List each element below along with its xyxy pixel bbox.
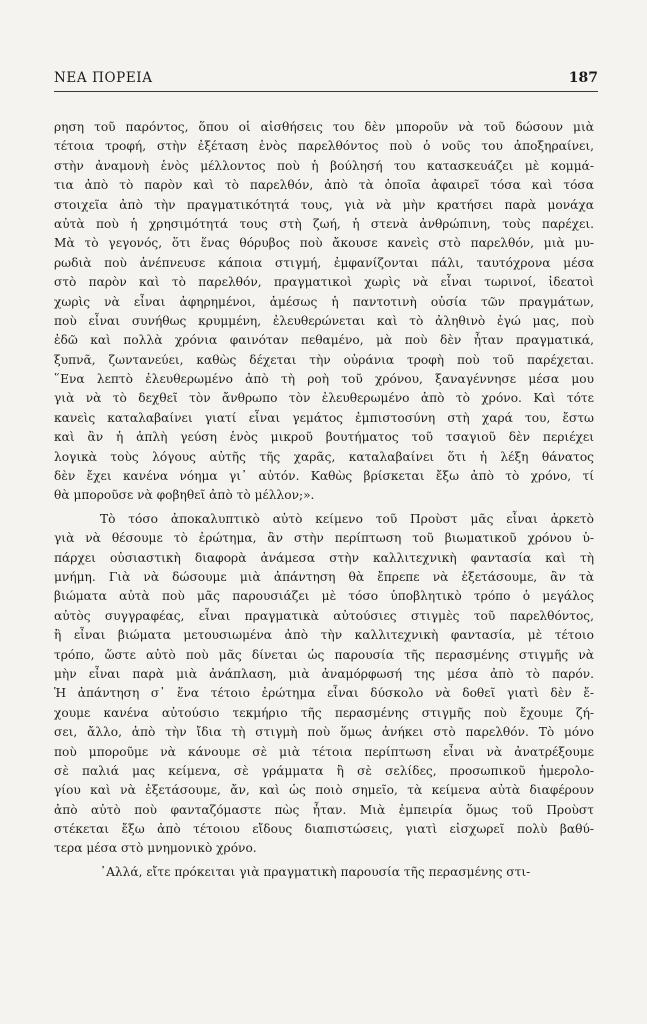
text-line: τέτοια τροφή, στὴν ἐξέταση ἑνὸς παρελθόντος ποὺ ὁ νοῦς του ἀποξηραίνει, [54, 139, 594, 154]
text-line: Μὰ τὸ γεγονός, ὅτι ἕνας θόρυβος ποὺ ἄκουσε κανεὶς στὸ παρελθόν, μιὰ μυ- [54, 236, 594, 251]
page-header [54, 70, 598, 90]
body-text [54, 118, 594, 882]
running-title: ΝΕΑ ΠΟΡΕΙΑ [54, 70, 153, 86]
text-line: γιὰ νὰ τὸ δεχθεῖ τὸν ἄνθρωπο τὸν ἐλευθερωμένο ἀπὸ τὸ χρόνο. Καὶ τότε [54, 391, 594, 406]
text-line: ρηση τοῦ παρόντος, ὅπου οἱ αἰσθήσεις του δὲν μποροῦν νὰ τοῦ δώσουν μιὰ [54, 120, 594, 134]
text-line: μὴν εἶναι παρὰ μιὰ ἀνάπλαση, μιὰ ἀναμόρφωσή της μέσα ἀπὸ τὸ παρόν. [54, 666, 594, 681]
text-line: στοιχεῖα ἀπὸ τὴν πραγματικότητά τους, γιὰ νὰ μὴν κρατήσει παρὰ μονάχα [54, 197, 594, 212]
text-line: βιώματα αὐτὰ ποὺ μᾶς παρουσιάζει μὲ τόσο ὑποβλητικὸ τρόπο ὁ μεγάλος [54, 589, 594, 604]
text-line: καὶ ἂν ἡ ἁπλὴ γεύση ἑνὸς μικροῦ βουτήματος τοῦ τσαγιοῦ δὲν περιέχει [54, 430, 594, 445]
text-line: ἀπὸ αὐτὸ ποὺ φανταζόμαστε πὼς ἦταν. Μιὰ ἐμπειρία ὅμως τοῦ Προὺστ [54, 802, 594, 817]
text-line: μνήμη. Γιὰ νὰ δώσουμε μιὰ ἀπάντηση θὰ ἔπρεπε νὰ ἐξετάσουμε, ἂν τὰ [54, 569, 594, 584]
text-line: Ἡ ἀπάντηση σ᾽ ἕνα τέτοιο ἐρώτημα εἶναι δύσκολο νὰ δοθεῖ γιατὶ δὲν ἔ- [54, 686, 594, 701]
text-line: ρωδιὰ ποὺ ἀνέπνευσε κάποια στιγμή, ἐμφανίζονται πάλι, ταυτόχρονα μέσα [54, 255, 594, 270]
text-line: ἐδῶ καὶ πολλὰ χρόνια φαινόταν πεθαμένο, μὰ ποὺ δὲν ἦταν πραγματικά, [54, 333, 594, 348]
text-line: τια ἀπὸ τὸ παρὸν καὶ τὸ παρελθόν, ἀπὸ τὰ ὁποῖα ἀφαιρεῖ τόσα καὶ τόσα [54, 178, 594, 193]
paragraph [54, 118, 594, 506]
text-line: γίου καὶ νὰ ἐξετάσουμε, ἄν, καὶ ὡς ποιὸ σημεῖο, τὰ κείμενα αὐτὰ διαφέρουν [54, 783, 594, 798]
text-line: χωρὶς νὰ εἶναι ἀφηρημένοι, ἀμέσως ἡ παντοτινὴ οὐσία τῶν πραγμάτων, [54, 294, 594, 309]
text-line: λογικὰ τοὺς λόγους αὐτῆς τῆς χαρᾶς, καταλαβαίνει ὅτι ἡ λέξη θάνατος [54, 449, 594, 464]
text-line: αὐτὸς συγγραφέας, εἶναι πραγματικὰ αὐτούσιες στιγμὲς τοῦ παρελθόντος, [54, 608, 594, 623]
text-line: σὲ παλιά μας κείμενα, σὲ γράμματα ἢ σὲ σελίδες, προσωπικοῦ ἡμερολο- [54, 763, 594, 778]
text-line: γιὰ νὰ θέσουμε τὸ ἐρώτημα, ἂν στὴν περίπτωση τοῦ βιωματικοῦ χρόνου ὑ- [54, 531, 594, 546]
text-line: στέκεται ἔξω ἀπὸ τέτοιου εἴδους διαπιστώσεις, γιατὶ εἰσχωρεῖ πολὺ βαθύ- [54, 822, 594, 837]
text-line: σει, ἄλλο, ἀπὸ τὴν ἴδια τὴ στιγμὴ ποὺ ὅμως ἀνήκει στὸ παρελθόν. Τὸ μόνο [54, 725, 594, 740]
text-line: αὐτὰ ποὺ ἡ χρησιμότητά τους στὴ ζωή, ἡ στενὰ ἀνθρώπινη, τοὺς παρέχει. [54, 216, 594, 231]
text-line: ῞Ενα λεπτὸ ἐλευθερωμένο ἀπὸ τὴ ροὴ τοῦ χρόνου, ξαναγέννησε μέσα μου [54, 372, 594, 387]
text-line: στὴν ἀναμονὴ ἑνὸς μέλλοντος ποὺ ἡ βούλησή του κατασκευάζει μὲ κομμά- [54, 158, 594, 173]
text-line: στὸ παρὸν καὶ τὸ παρελθόν, πραγματικοὶ χωρὶς νὰ εἶναι τωρινοί, ἰδεατοὶ [54, 275, 594, 290]
text-line: ποὺ εἶναι συνήθως κρυμμένη, ἐλευθερώνεται καὶ τὸ ἀληθινὸ ἐγώ μας, ποὺ [54, 313, 594, 328]
paragraph [54, 510, 594, 859]
text-line: τρόπο, ὥστε αὐτὸ ποὺ μᾶς δίνεται ὡς παρουσία τῆς περασμένης στιγμῆς νὰ [54, 647, 594, 662]
text-line: ξυπνᾶ, ζωντανεύει, καθὼς δέχεται τὴν οὐράνια τροφὴ ποὺ τοῦ παρέχεται. [54, 352, 594, 367]
text-line: χουμε κανένα αὐτούσιο τεκμήριο τῆς περασμένης στιγμῆς ποὺ ἔχουμε ζή- [54, 705, 594, 720]
text-line: κανεὶς καταλαβαίνει γιατί εἶναι γεμάτος ἐμπιστοσύνη στὴ χαρά του, ἔστω [54, 410, 594, 425]
text-line: θὰ μποροῦσε νὰ φοβηθεῖ ἀπὸ τὸ μέλλον;». [54, 488, 315, 503]
text-line: Τὸ τόσο ἀποκαλυπτικὸ αὐτὸ κείμενο τοῦ Προὺστ μᾶς εἶναι ἀρκετὸ [100, 511, 594, 526]
text-line: πάρχει οὐσιαστικὴ διαφορὰ ἀνάμεσα στὴν καλλιτεχνικὴ φαντασία καὶ τὴ [54, 550, 594, 565]
paragraph [54, 863, 594, 882]
text-line: ποὺ μποροῦμε νὰ κάνουμε σὲ μιὰ τέτοια περίπτωση εἶναι νὰ ἀνατρέξουμε [54, 744, 594, 759]
header-rule [54, 91, 598, 92]
text-line: δὲν ἔχει κανένα νόημα γι᾽ αὐτόν. Καθὼς βρίσκεται ἔξω ἀπὸ τὸ χρόνο, τί [54, 469, 594, 484]
text-line: ἢ εἶναι βιώματα μετουσιωμένα ἀπὸ τὴν καλλιτεχνικὴ φαντασία, μὲ τέτοιο [54, 628, 594, 643]
text-line: τερα μέσα στὸ μνημονικὸ χρόνο. [54, 841, 257, 856]
text-line: ᾽Αλλά, εἴτε πρόκειται γιὰ πραγματικὴ παρουσία τῆς περασμένης στι- [100, 864, 531, 879]
page-number: 187 [568, 70, 598, 86]
